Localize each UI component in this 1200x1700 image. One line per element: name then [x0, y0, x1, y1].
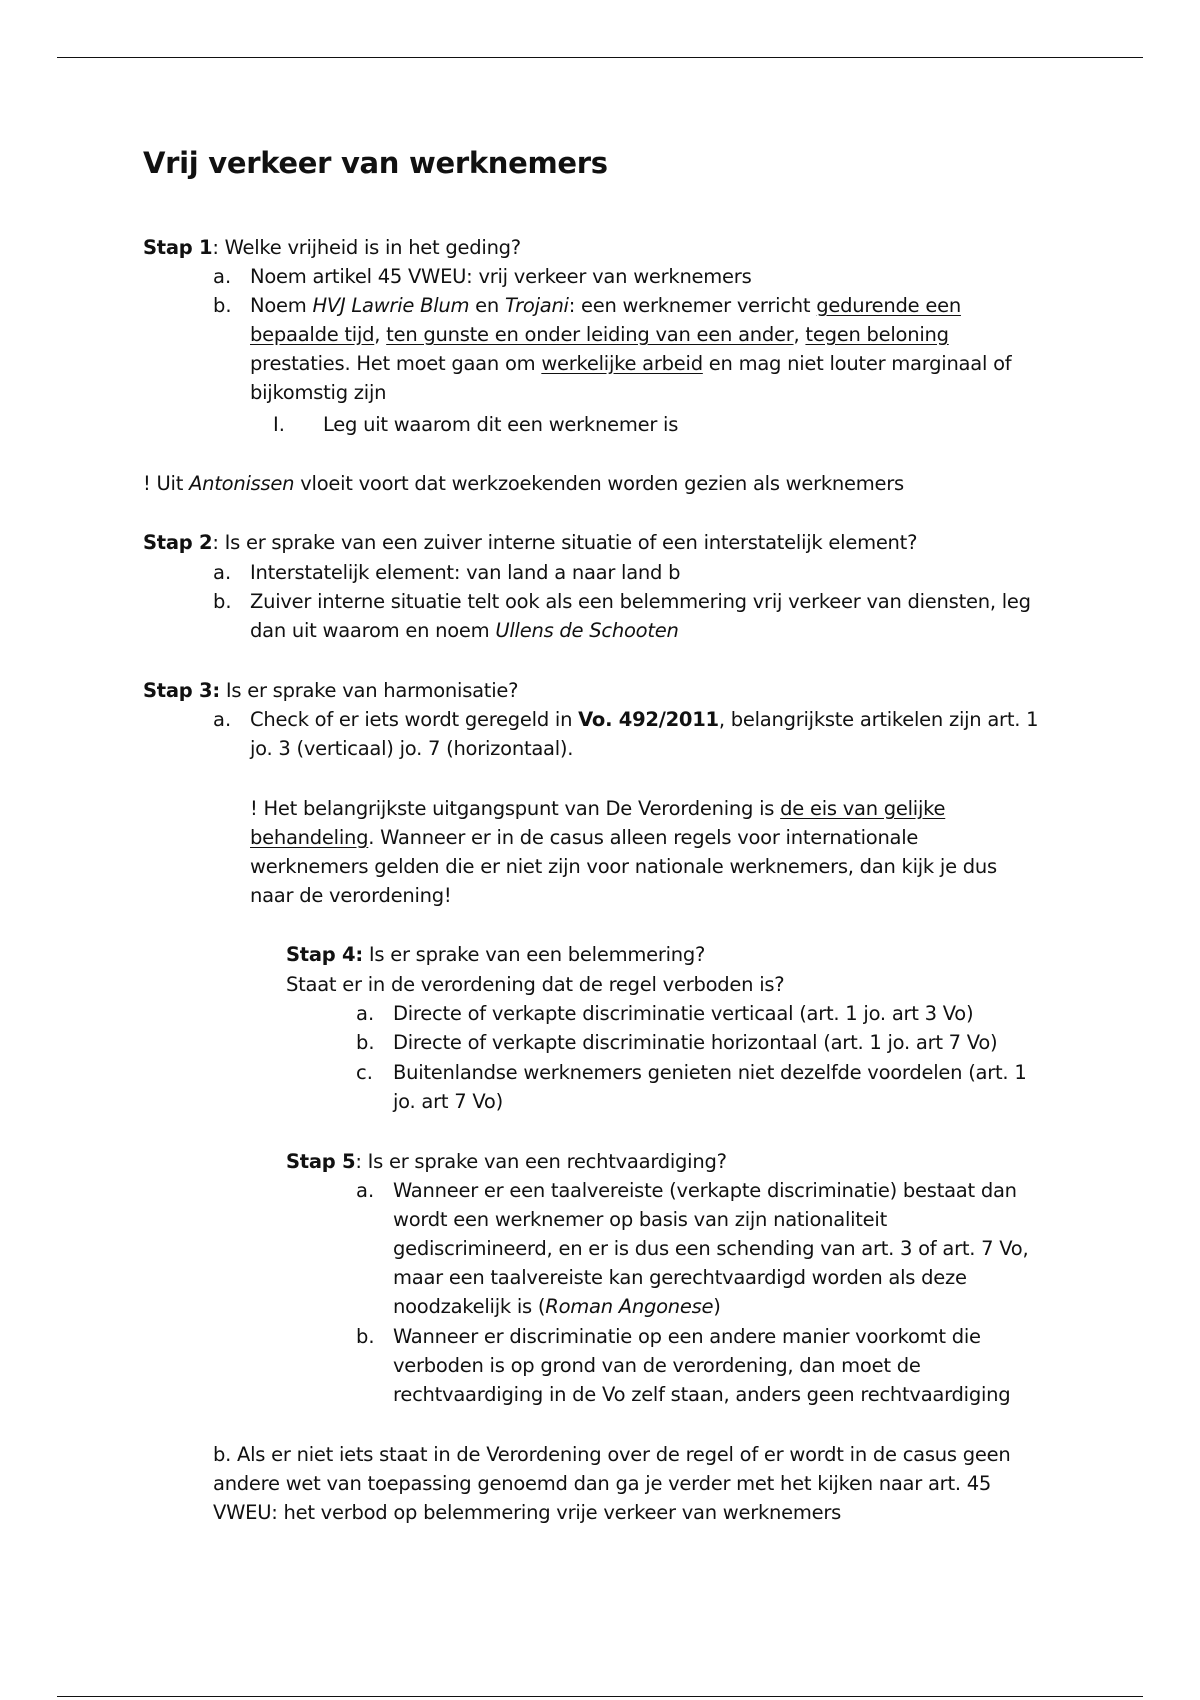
stap1-b-marker: b.	[213, 294, 232, 317]
stap4-a-text: Directe of verkapte discriminatie verticaal (art. 1 jo. art 3 Vo)	[393, 1002, 974, 1025]
stap3-a-line1: Check of er iets wordt geregeld in Vo. 492/2011, belangrijkste artikelen zijn art. 1	[250, 708, 1039, 731]
stap2-a-marker: a.	[213, 561, 232, 584]
stap2-a-text: Interstatelijk element: van land a naar land b	[250, 561, 681, 584]
stap2-b-marker: b.	[213, 590, 232, 613]
stap3-a-line2: jo. 3 (verticaal) jo. 7 (horizontaal).	[250, 737, 574, 760]
stap4-c-line2: jo. art 7 Vo)	[393, 1090, 503, 1113]
stap5-heading: Stap 5: Is er sprake van een rechtvaardiging?	[286, 1150, 727, 1173]
stap5-b-line2: verboden is op grond van de verordening, dan moet de	[393, 1354, 921, 1377]
stap2-heading: Stap 2: Is er sprake van een zuiver interne situatie of een interstatelijk element?	[143, 531, 918, 554]
stap1-b-line3: prestaties. Het moet gaan om werkelijke arbeid en mag niet louter marginaal of	[250, 352, 1012, 375]
stap4-c-line1: Buitenlandse werknemers genieten niet dezelfde voordelen (art. 1	[393, 1061, 1027, 1084]
stap3-note-line2: behandeling. Wanneer er in de casus alleen regels voor internationale	[250, 826, 919, 849]
stap2-b-line2: dan uit waarom en noem Ullens de Schooten	[250, 619, 679, 642]
stap5-b-line3: rechtvaardiging in de Vo zelf staan, anders geen rechtvaardiging	[393, 1383, 1011, 1406]
stap2-b-line1: Zuiver interne situatie telt ook als een belemmering vrij verkeer van diensten, leg	[250, 590, 1031, 613]
stap1-b-line1: Noem HVJ Lawrie Blum en Trojani: een werknemer verricht gedurende een	[250, 294, 961, 317]
stap3-note-line3: werknemers gelden die er niet zijn voor nationale werknemers, dan kijk je dus	[250, 855, 997, 878]
closing-line2: andere wet van toepassing genoemd dan ga je verder met het kijken naar art. 45	[213, 1472, 992, 1495]
stap5-a-marker: a.	[356, 1179, 375, 1202]
stap5-a-line2: wordt een werknemer op basis van zijn nationaliteit	[393, 1208, 887, 1231]
footer-rule	[57, 1696, 1143, 1697]
stap1-i-marker: I.	[273, 413, 285, 436]
stap5-b-line1: Wanneer er discriminatie op een andere manier voorkomt die	[393, 1325, 981, 1348]
stap4-b-marker: b.	[356, 1031, 375, 1054]
stap1-b-line2: bepaalde tijd, ten gunste en onder leiding van een ander, tegen beloning	[250, 323, 949, 346]
stap5-a-line3: gediscrimineerd, en er is dus een schending van art. 3 of art. 7 Vo,	[393, 1237, 1029, 1260]
stap4-a-marker: a.	[356, 1002, 375, 1025]
stap4-subquestion: Staat er in de verordening dat de regel verboden is?	[286, 973, 785, 996]
stap3-note-line1: ! Het belangrijkste uitgangspunt van De Verordening is de eis van gelijke	[250, 797, 946, 820]
stap1-a-marker: a.	[213, 265, 232, 288]
stap5-a-line4: maar een taalvereiste kan gerechtvaardigd worden als deze	[393, 1266, 967, 1289]
stap4-heading: Stap 4: Is er sprake van een belemmering?	[286, 943, 706, 966]
stap1-a-text: Noem artikel 45 VWEU: vrij verkeer van werknemers	[250, 265, 752, 288]
stap5-b-marker: b.	[356, 1325, 375, 1348]
stap3-a-marker: a.	[213, 708, 232, 731]
closing-line3: VWEU: het verbod op belemmering vrije verkeer van werknemers	[213, 1501, 842, 1524]
stap3-note-line4: naar de verordening!	[250, 884, 452, 907]
stap1-b-line4: bijkomstig zijn	[250, 381, 387, 404]
stap1-i-text: Leg uit waarom dit een werknemer is	[323, 413, 679, 436]
stap1-heading: Stap 1: Welke vrijheid is in het geding?	[143, 236, 521, 259]
stap5-a-line5: noodzakelijk is (Roman Angonese)	[393, 1295, 721, 1318]
header-rule	[57, 57, 1143, 58]
page-title: Vrij verkeer van werknemers	[143, 146, 608, 180]
stap4-b-text: Directe of verkapte discriminatie horizontaal (art. 1 jo. art 7 Vo)	[393, 1031, 998, 1054]
stap5-a-line1: Wanneer er een taalvereiste (verkapte discriminatie) bestaat dan	[393, 1179, 1017, 1202]
antonissen-note: ! Uit Antonissen vloeit voort dat werkzoekenden worden gezien als werknemers	[143, 472, 904, 495]
stap3-heading: Stap 3: Is er sprake van harmonisatie?	[143, 679, 519, 702]
closing-line1: b. Als er niet iets staat in de Verordening over de regel of er wordt in de casus geen	[213, 1443, 1011, 1466]
stap4-c-marker: c.	[356, 1061, 373, 1084]
